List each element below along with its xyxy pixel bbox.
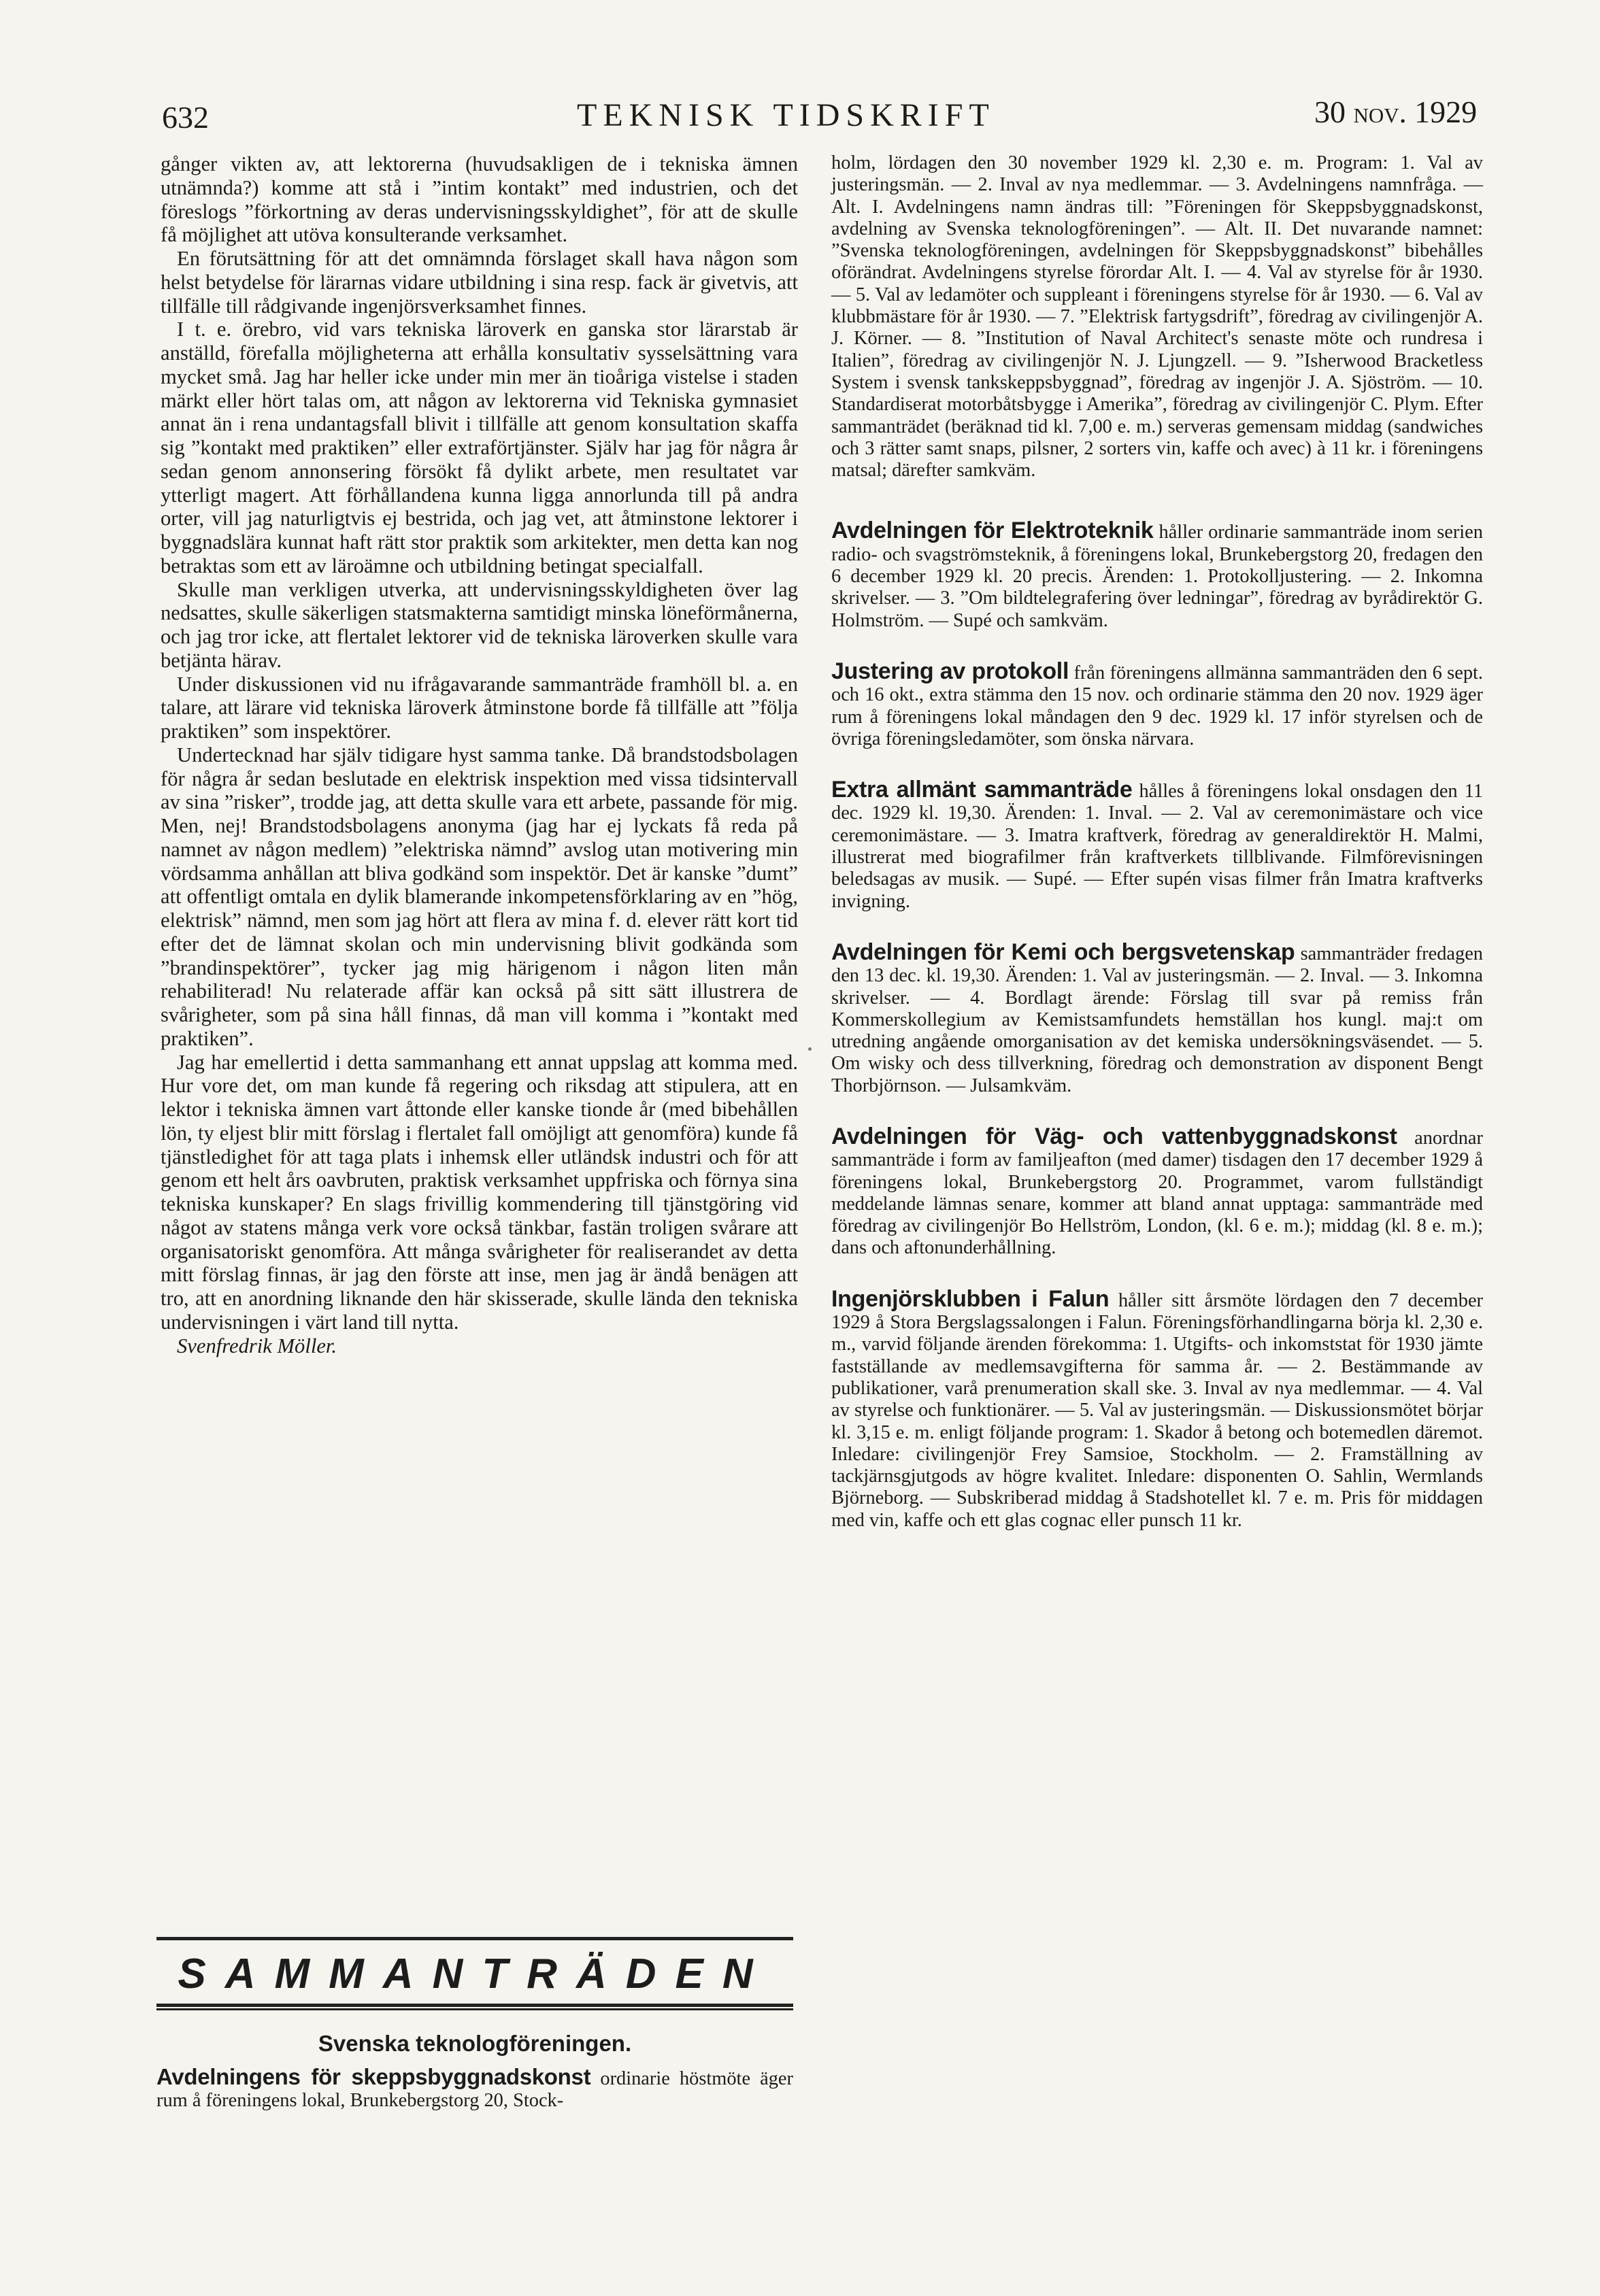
notice-item (831, 779, 1483, 913)
issue-date-month: nov. (1353, 96, 1407, 129)
issue-date-day: 30 (1314, 95, 1346, 129)
notice-lead: Extra allmänt sammanträde (831, 777, 1133, 803)
issue-date-year: 1929 (1414, 95, 1478, 129)
notice-text: från föreningens allmänna sammanträden den 6 sept. och 16 okt., extra stämma den 15 nov. och ordinarie stämma den 20 nov. 1929 äger rum å föreningens lokal måndagen den 9 dec. 1929 kl. 17 inför styrelsen och de övriga föreningsledamöter, som önska närvara. (831, 662, 1484, 749)
notice-lead: Avdelningen för Kemi och bergsvetenskap (831, 939, 1295, 965)
notice-lead: Avdelningen för Väg- och vattenbyggnadskonst (831, 1123, 1397, 1149)
left-column (161, 152, 798, 1357)
notice-text: hålles å föreningens lokal onsdagen den 11 dec. 1929 kl. 19,30. Ärenden: 1. Inval. — 2. Val av ceremonimästare och vice ceremonimästare. — 3. Imatra kraftverk, föredrag av generaldirektör H. Malmi, illustrerat med biografilmer från kraftverkets tillblivande. Filmförevisningen beledsagas av musik. — Supé. — Efter supén visas filmer från Imatra kraftverks invigning. (831, 781, 1484, 912)
article-paragraph: gånger vikten av, att lektorerna (huvudsakligen de i tekniska ämnen utnämnda?) komme att stå i ”intim kontakt” med industrien, och det föreslogs ”förkortning av deras undervisningsskyldighet”, för att de skulle få möjlighet att utöva konsulterande verksamhet. (161, 152, 798, 247)
issue-date (1314, 94, 1477, 130)
article-signature: Svenfredrik Möller. (177, 1334, 337, 1357)
journal-title: TEKNISK TIDSKRIFT (577, 97, 995, 133)
article-paragraph: I t. e. örebro, vid vars tekniska läroverk en ganska stor lärarstab är anställd, förefalla möjligheterna att erhålla konsultativ sysselsättning vara mycket små. Jag har heller icke under min mer än tioåriga vistelse i staden märkt eller hört talas om, att någon av lektorerna vid Tekniska gymnasiet annat än i rena undantagsfall blivit i tillfälle att genom konsultation skaffa sig ”kontakt med praktiken” eller extraförtjänster. Själv har jag för några år sedan genom annonsering försökt få dylikt arbete, men resultatet var ytterligt magert. Att förhållandena kunna ligga annorlunda till på andra orter, vill jag naturligtvis ej bestrida, och jag vet, att åtminstone lektorer i byggnadslära kunnat haft rätt stor praktik som arkitekter, men detta kan nog betraktas som ett av läroämne och utbildning betingat specialfall. (161, 318, 798, 577)
notice-lead: Ingenjörsklubben i Falun (831, 1285, 1110, 1312)
print-speck (808, 1047, 812, 1051)
notice-text: ordinarie höstmöte äger rum å föreningens lokal, Brunkebergstorg 20, Stock- (156, 2068, 793, 2111)
article-paragraph: En förutsättning för att det omnämnda förslaget skall hava någon som helst betydelse för lärarnas vidare utbildning i sina resp. fack är givetvis, att tillfälle till rådgivande ingenjörsverksamhet finnes. (161, 247, 798, 318)
page-number: 632 (162, 100, 209, 135)
sammantraden-section (156, 1937, 793, 2112)
notice-item (831, 941, 1483, 1097)
section-title: SAMMANTRÄDEN (178, 1951, 772, 1997)
notice-item (831, 1285, 1483, 1532)
notice-lead: Avdelningen för Elektroteknik (831, 518, 1154, 544)
notice-lead: Avdelningens för skeppsbyggnadskonst (156, 2064, 591, 2089)
notice-item (831, 660, 1483, 750)
running-header (0, 87, 1600, 141)
article-paragraph: Skulle man verkligen utverka, att undervisningsskyldigheten över lag nedsattes, skulle säkerligen statsmakterna samtidigt minska löneförmånerna, och jag tror icke, att flertalet lektorer vid de tekniska läroverken skulle vara betjänta härav. (161, 577, 798, 672)
notice-continuation: holm, lördagen den 30 november 1929 kl. 2,30 e. m. Program: 1. Val av justeringsmän. — 2. Inval av nya medlemmar. — 3. Avdelningens namnfråga. — Alt. I. Avdelningens namn ändras till: ”Föreningen för Skeppsbyggnadskonst, avdelning av Svenska teknologföreningen”. — Alt. II. Det nuvarande namnet: ”Svenska teknologföreningen, avdelningen för Skeppsbyggnadskonst” bibehålles oförändrat. Avdelningens styrelse förordar Alt. I. — 4. Val av styrelse för år 1930. — 5. Val av ledamöter och suppleant i föreningens styrelse för år 1930. — 6. Val av klubbmästare för år 1930. — 7. ”Elektrisk fartygsdrift”, föredrag av civilingenjör A. J. Körner. — 8. ”Institution of Naval Architect's senaste möte och rundresa i Italien”, föredrag av civilingenjör N. J. Ljungzell. — 9. ”Isherwood Bracketless System i svensk tankskeppsbyggnad”, föredrag av ingenjör J. A. Sjöström. — 10. Standardiserat motorbåtsbygge i Amerika”, föredrag av civilingenjör C. Plym. Efter sammanträdet (beräknad tid kl. 7,00 e. m.) serveras gemensam middag (sandwiches och 3 rätter samt snaps, pilsner, 2 sorters vin, kaffe och avec) à 11 kr. i föreningens matsal; därefter samkväm. (831, 152, 1483, 482)
banner-rule-bottom (156, 2004, 793, 2007)
article-paragraph: Jag har emellertid i detta sammanhang ett annat uppslag att komma med. Hur vore det, om man kunde få regering och riksdag att stipulera, att en lektor i tekniska ämnen vart åttonde eller kanske tionde år (med bibehållen lön, ty eljest blir mitt förslag i flertalet fall omöjligt att genomföra) kunde få tjänstledighet för att taga plats i inhemsk eller utländsk industri och för att genom ett helt års oavbruten, praktisk verksamhet uppfriska och förnya sina tekniska kunskaper? En slags frivillig kommendering till tjänstgöring vid något av statens många verk vore också tänkbar, fastän troligen svårare att organisatoriskt genomföra. Att många svårigheter för realiserandet av detta mitt förslag finnas, är jag den förste att inse, men jag är ändå benägen att tro, att en anordning liknande den här skisserade, skulle lända den tekniska undervisningen i värt land till nytta. (161, 1050, 798, 1334)
notice-text: håller sitt årsmöte lördagen den 7 december 1929 å Stora Bergslagssalongen i Falun. Föreningsförhandlingarna börja kl. 2,30 e. m., varvid följande ärenden förekomma: 1. Utgifts- och inkomststat för 1930 jämte fastställande av medlemsavgifterna för samma år. — 2. Bestämmande av publikationer, varå prenumeration skall ske. 3. Inval av nya medlemmar. — 4. Val av styrelse och funktionärer. — 5. Val av justeringsmän. — Diskussionsmötet börjar kl. 3,15 e. m. enligt följande program: 1. Skador å betong och botemedlen däremot. Inledare: civilingenjör Frey Samsioe, Stockholm. — 2. Framställning av tackjärnsgjutgods av högre kvalitet. Inledare: disponenten O. Sahlin, Wermlands Björneborg. — Subskriberad middag å Stadshotellet kl. 7 e. m. Pris för middagen med vin, kaffe och ett glas cognac eller punsch 11 kr. (831, 1289, 1483, 1531)
notice-text: anordnar sammanträde i form av familjeafton (med damer) tisdagen den 17 december 1929 å föreningens lokal, Brunkebergstorg 20. Programmet, varom fullständigt meddelande lämnas senare, kommer att bland annat upptaga: sammanträde med föredrag av civilingenjör Bo Hellström, London, (kl. 6 e. m.); middag (kl. 8 e. m.); dans och aftonunderhållning. (831, 1127, 1483, 1259)
right-column (831, 152, 1483, 1560)
banner-rule-bottom-thin (156, 2008, 793, 2010)
notice-lead: Justering av protokoll (831, 658, 1069, 684)
notice-item (831, 1123, 1483, 1260)
article-paragraph: Undertecknad har själv tidigare hyst samma tanke. Då brandstodsbolagen för några år sedan beslutade en elektrisk inspektion med vissa tidsintervall av sina ”risker”, trodde jag, att detta skulle vara ett arbete, passande för mig. Men, nej! Brandstodsbolagens anonyma (jag har ej lyckats få reda på namnet av någon medlem) ”elektriska nämnd” avslog utan motivering min vördsamma anhållan att bliva godkänd som inspektör. Det är kanske ”dumt” att offentligt omtala en dylik blamerande inkompetensförklaring av en ”hög, elektrisk” nämnd, men som jag hört att flera av mina f. d. elever rätt kort tid efter det de lämnat skolan och min undervisning blivit godkända som ”brandinspektörer”, tycker jag mig härigenom i någon liten mån rehabiliterad! Nu relaterade affär kan också på sitt sätt illustrera de svårigheter, som på sina håll finnas, då man vill komma i ”kontakt med praktiken”. (161, 743, 798, 1050)
society-heading: Svenska teknologföreningen. (318, 2031, 632, 2056)
notice-item (831, 520, 1483, 631)
notice-item (156, 2066, 793, 2112)
notice-text: sammanträder fredagen den 13 dec. kl. 19,30. Ärenden: 1. Val av justeringsmän. — 2. Inval. — 3. Inkomna skrivelser. — 4. Bordlagt ärende: Förslag till svar på remiss från Kommerskollegium av Kemistsamfundets hemställan hos kungl. maj:t om utredning angående omorganisation av det kemiska undersökningsväsendet. — 5. Om wisky och dess tillverkning, föredrag och demonstration av disponent Bengt Thorbjörnson. — Julsamkväm. (831, 943, 1483, 1096)
article-paragraph: Under diskussionen vid nu ifrågavarande sammanträde framhöll bl. a. en talare, att lärare vid tekniska läroverk åtminstone borde få tillfälle att ”följa praktiken” som inspektörer. (161, 672, 798, 743)
notice-text: håller ordinarie sammanträde inom serien radio- och svagströmsteknik, å föreningens lokal, Brunkebergstorg 20, fredagen den 6 december 1929 kl. 20 precis. Ärenden: 1. Protokolljustering. — 2. Inkomna skrivelser. — 3. ”Om bildtelegrafering över ledningar”, föredrag av byrådirektör G. Holmström. — Supé och samkväm. (831, 522, 1483, 631)
